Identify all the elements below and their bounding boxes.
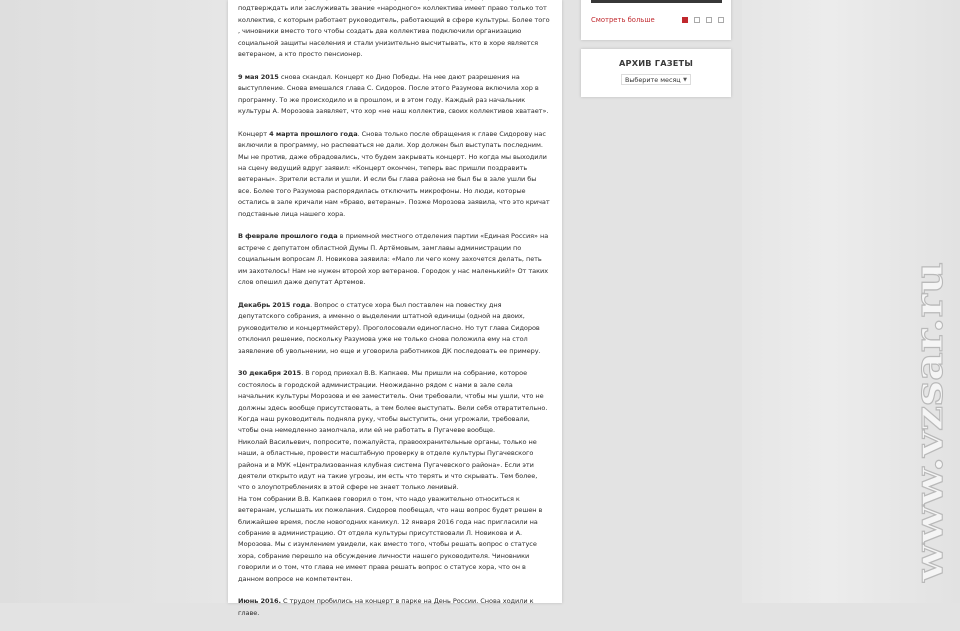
article-bold-text: 9 мая 2015 (238, 72, 279, 81)
slider-dot[interactable] (694, 17, 700, 23)
article-paragraph (238, 129, 550, 220)
watermark-text: www.vzsar.ru (906, 307, 951, 582)
chevron-down-icon: ▼ (683, 77, 687, 83)
article-paragraph (238, 596, 550, 619)
article-text-span: Николай Васильевич, попросите, пожалуйста, правоохранительные органы, только не наши, а областные, провести масштабную проверку в отделе культуры Пугачевского района и в МУК «Централизованная клубная система Пугачевского района». Если эти деятели открыто идут на такие угрозы, им есть что терять и что скрывать. Тем более, что о злоупотреблениях в этой сфере не знает только ленивый. (238, 437, 538, 492)
article-bold-text: 30 декабря 2015 (238, 369, 302, 378)
sidebar-slider-widget (581, 0, 731, 40)
article-text-span: . Снова только после обращения к главе Сидорову нас включили в программу, но распеваться не дали. Хор должен был выступать последним. Мы не против, даже обрадовались, что будем закрывать концерт. Но когда мы выходили на сцену ведущий вдруг заявил: «Концерт окончен, теперь вас пришли поздравить ветераны». Зрители встали и ушли. И если бы глава района не был бы в зале ушли бы все. Более того Разумова распорядилась отключить микрофоны. Но люди, которые остались в зале кричали нам «браво, ветераны». Позже Морозова заявила, что это кричат подставные лица нашего хора. (238, 129, 550, 218)
article-bold-text: В феврале прошлого года (238, 232, 338, 241)
see-more-link[interactable]: Смотреть больше (591, 16, 655, 24)
article-text-span: подтверждать или заслуживать звание «народного» коллектива имеет право только тот коллектив, с которым работает руководитель, работающий в сфере культуры. Более того , чиновники вместо того чтобы создать два коллектива подключили организацию социальной защиты населения и стали унизительно высчитывать, кто в хоре является ветераном, а кто просто пенсионер. (238, 4, 550, 59)
month-select-value: Выберите месяц (625, 76, 681, 84)
article-text-span: снова скандал. Концерт ко Дню Победы. На нее дают разрешения на выступление. Снова вмешался глава С. Сидоров. После этого Разумова включила хор в программу. То же происходило и в прошлом, и в этом году. Каждый раз начальник культуры А. Морозова заявляет, что хор «не наш коллектив, своих коллективов хватает». (238, 72, 549, 116)
article-text-span: На том собрании В.В. Капкаев говорил о том, что надо уважительно относиться к ветеранам, услышать их пожелания. Сидоров пообещал, что наш вопрос будет решен в ближайшее время, после новогодних каникул. 12 января 2016 года нас пригласили на собрание в администрацию. От отдела культуры присутствовали Л. Новикова и А. Морозова. Мы с изумлением увидели, как вместо того, чтобы решать вопрос о статусе хора, собрание перешло на обсуждение личности нашего руководителя. Чиновники говорили и о том, что глава не имеет права решать вопрос о статусе хора, что он в данном вопросе не компетентен. (238, 494, 543, 583)
article-bold-text: 4 марта прошлого года (269, 129, 358, 138)
article-paragraph (238, 0, 550, 60)
article-paragraph (238, 72, 550, 118)
slider-image[interactable] (591, 0, 722, 3)
article-paragraph (238, 231, 550, 288)
article-text-span: . В город приехал В.В. Капкаев. Мы пришли на собрание, которое состоялось в городской администрации. Неожиданно рядом с нами в зале села начальник культуры Морозова и ее заместитель. Они требовали, чтобы мы ушли, что не должны здесь вообще присутствовать, а тем более выступать. Вели себя отвратительно. Когда наш руководитель подняла руку, чтобы выступить, они угрожали, требовали, чтобы она немедленно замолчала, или ей не работать в Пугачеве вообще. (238, 369, 548, 435)
month-select[interactable] (621, 74, 691, 85)
site-watermark (906, 262, 952, 582)
article-text-span: Концерт (238, 129, 270, 138)
article-text-span: С трудом пробились на концерт в парке на День России. Снова ходили к главе. (238, 597, 534, 617)
article-panel (228, 0, 562, 617)
slider-dot[interactable] (706, 17, 712, 23)
archive-title: АРХИВ ГАЗЕТЫ (618, 58, 694, 68)
article-bold-text: Июнь 2016. (238, 597, 281, 606)
newspaper-archive-widget (581, 49, 731, 97)
article-text-span: в приемной местного отделения партии «Единая Россия» на встрече с депутатом областной Думы П. Артёмовым, замглавы администрации по социальным вопросам Л. Новикова заявила: «Мало ли чего кому захочется делать, петь им захотелось! Нам не нужен второй хор ветеранов. Городок у нас маленький!» От таких слов опешил даже депутат Артемов. (238, 232, 549, 287)
article-text-span: . Вопрос о статусе хора был поставлен на повестку дня депутатского собрания, а именно о выделении штатной единицы (одной на двоих, руководителю и концертмейстеру). Проголосовали единогласно. Но тут глава Сидоров отклонил решение, поскольку Разумова уже не только снова положила ему на стол заявление об увольнении, но еще и уговорила работников ДК последовать ее примеру. (238, 300, 541, 355)
page-background-left (0, 0, 228, 603)
article-paragraph (238, 300, 550, 357)
slider-dot[interactable] (718, 17, 724, 23)
article-body (238, 0, 550, 631)
slider-dot[interactable] (682, 17, 688, 23)
article-paragraph (238, 368, 550, 585)
article-bold-text: Декабрь 2015 года (238, 300, 311, 309)
